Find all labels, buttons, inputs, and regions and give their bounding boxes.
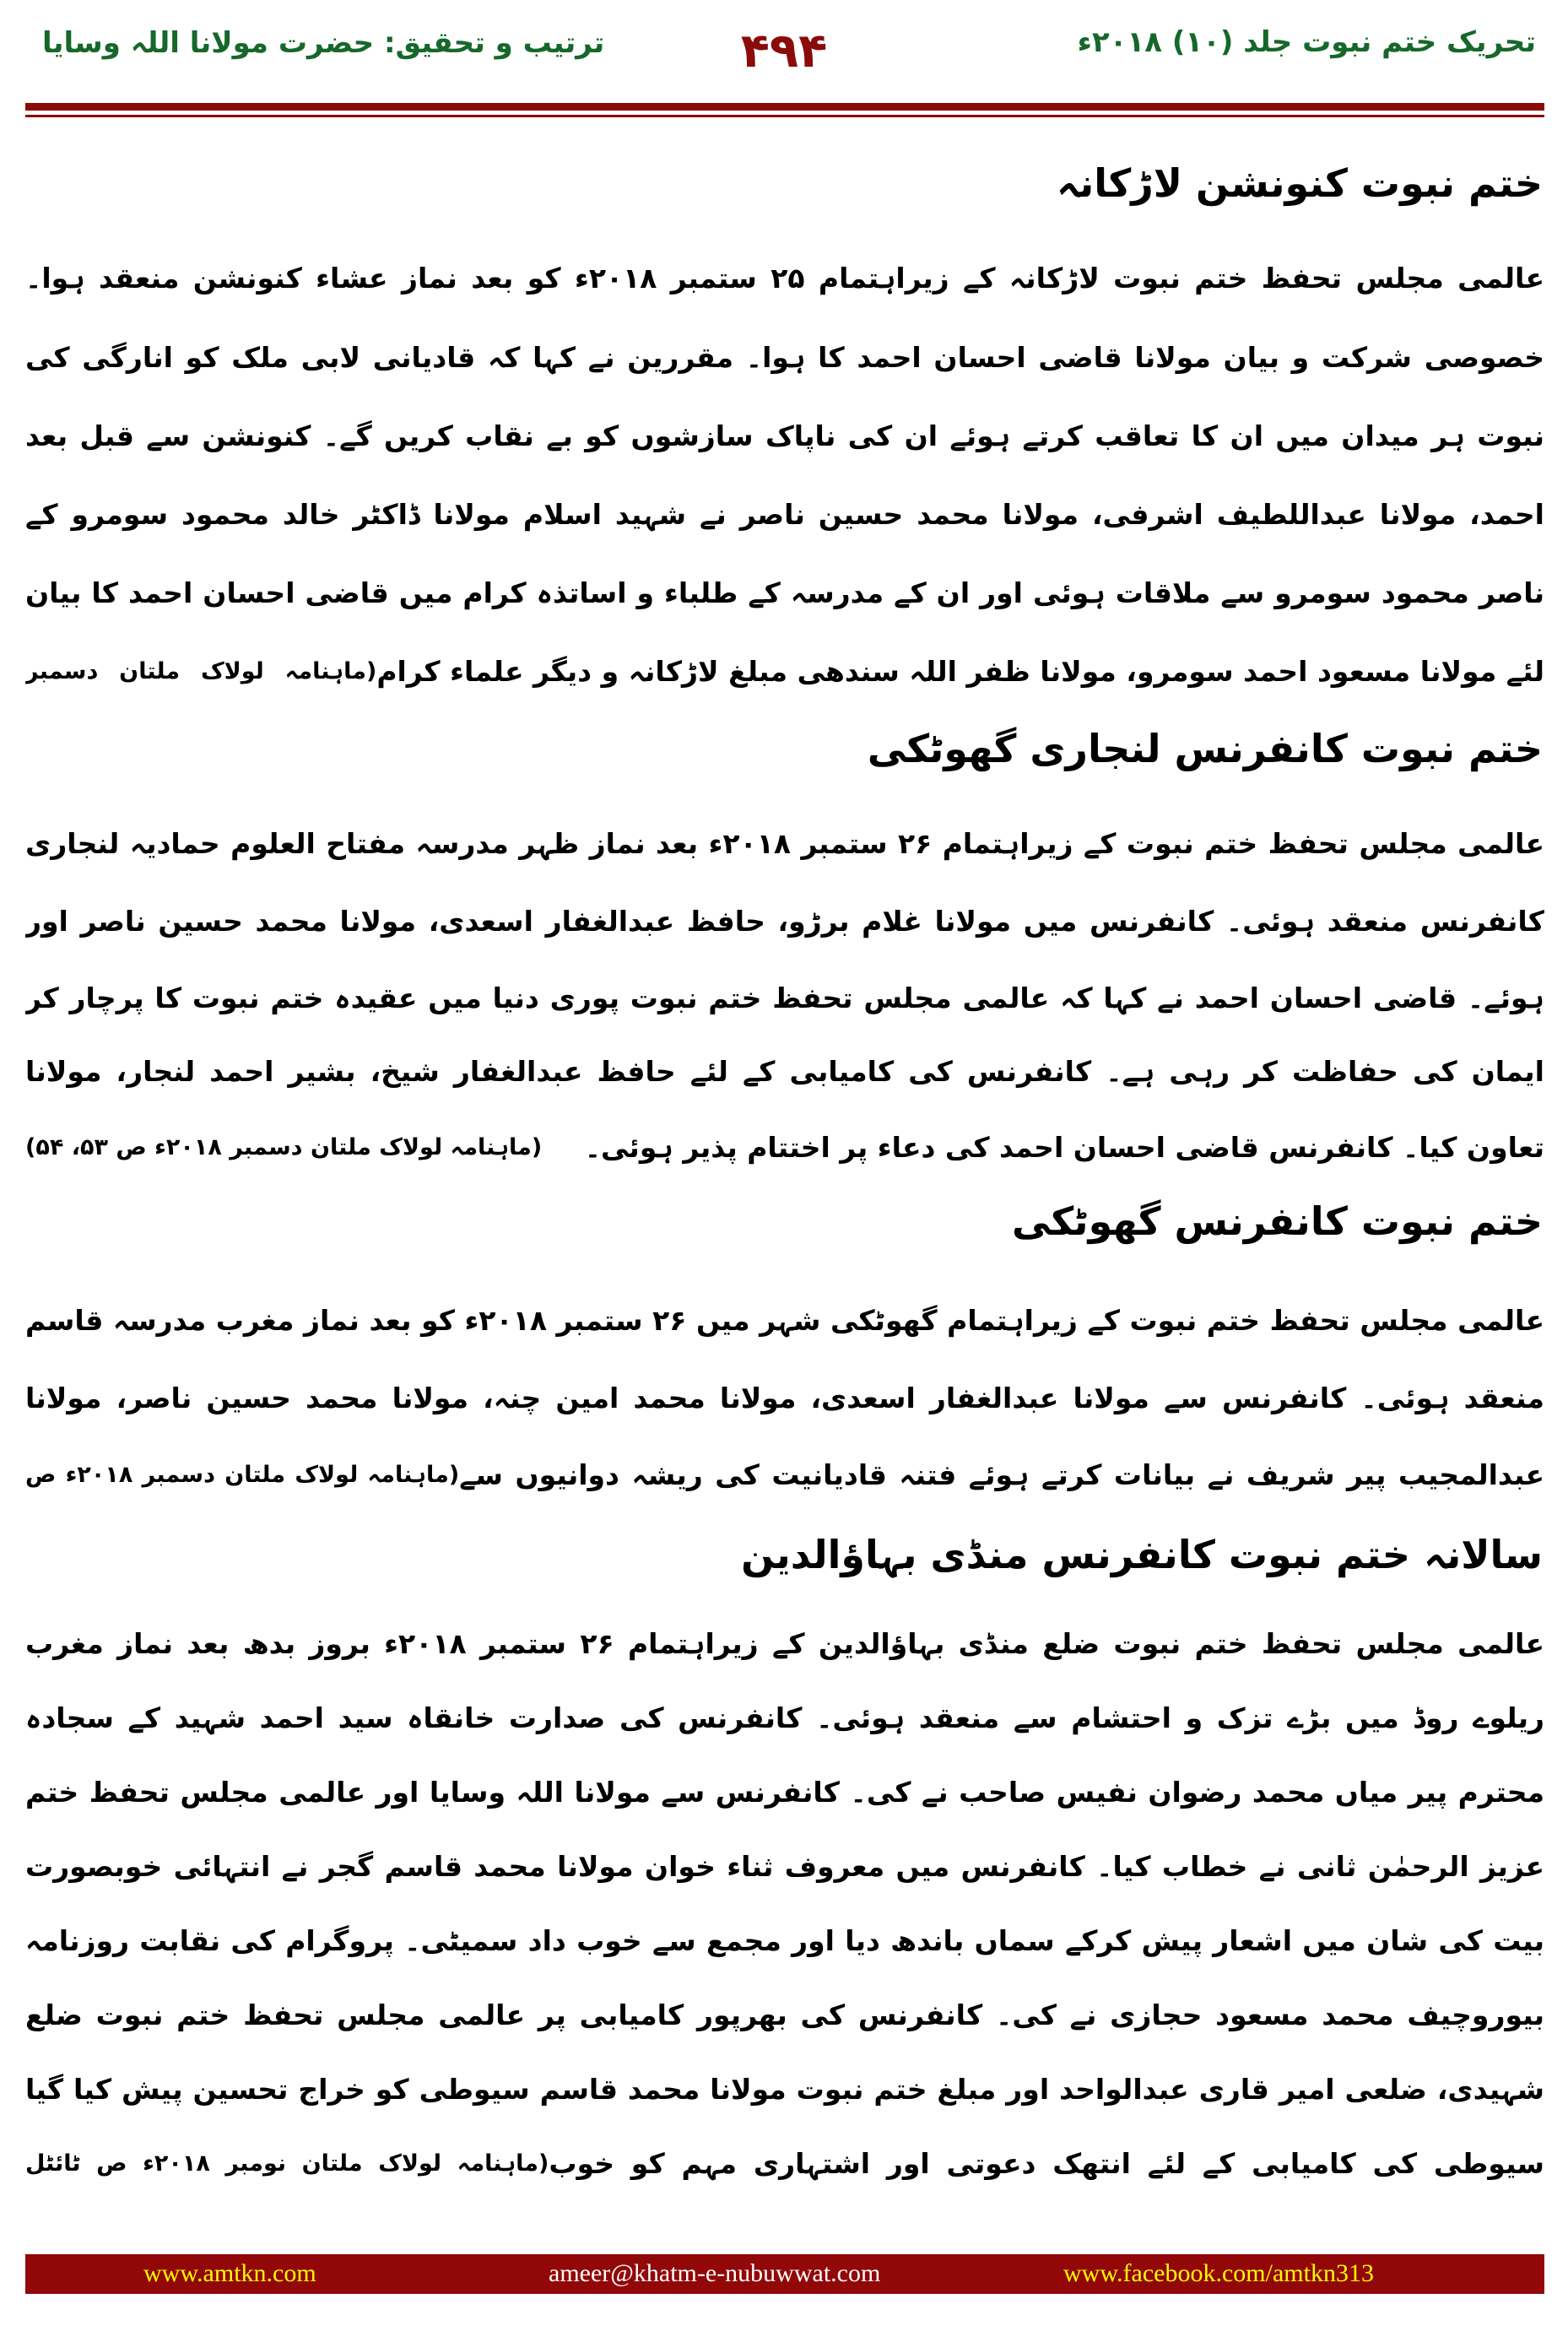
paragraph-line: کانفرنس منعقد ہوئی۔ کانفرنس میں مولانا غلام برڑو، حافظ عبدالغفار اسعدی، مولانا محمد حسین ناصر اور <box>25 905 1544 938</box>
paragraph-line: عالمی مجلس تحفظ ختم نبوت ضلع منڈی بہاؤالدین کے زیراہتمام ۲۶ ستمبر ۲۰۱۸ء بروز بدھ بعد نماز مغرب <box>25 1627 1544 1660</box>
source-citation: (ماہنامہ لولاک ملتان نومبر ۲۰۱۸ء ص ٹائٹل <box>25 2150 549 2177</box>
paragraph-line: ریلوے روڈ میں بڑے تزک و احتشام سے منعقد ہوئی۔ کانفرنس کی صدارت خانقاہ سید احمد شہید کے سجادہ <box>25 1701 1544 1734</box>
source-citation: (ماہنامہ لولاک ملتان دسمبر ۲۰۱۸ء ص <box>25 1462 460 1488</box>
paragraph-line: ہوئے۔ قاضی احسان احمد نے کہا کہ عالمی مجلس تحفظ ختم نبوت پوری دنیا میں عقیدہ ختم نبوت کا پرچار کر <box>25 982 1544 1014</box>
section-heading: سالانہ ختم نبوت کانفرنس منڈی بہاؤالدین <box>741 1532 1543 1577</box>
paragraph-line: بیت کی شان میں اشعار پیش کرکے سماں باندھ دیا اور مجمع سے خوب داد سمیٹی۔ پروگرام کی نقابت روزنامہ <box>25 1924 1544 1957</box>
paragraph-line: عالمی مجلس تحفظ ختم نبوت کے زیراہتمام ۲۶ ستمبر ۲۰۱۸ء بعد نماز ظہر مدرسہ مفتاح العلوم حمادیہ لنجاری <box>25 827 1544 860</box>
header-rule-thick <box>25 103 1544 111</box>
paragraph-line: محترم پیر میاں محمد رضوان نفیس صاحب نے کی۔ کانفرنس سے مولانا اللہ وسایا اور عالمی مجلس تحفظ ختم <box>25 1776 1544 1809</box>
paragraph-line: عبدالمجیب پیر شریف نے بیانات کرتے ہوئے فتنہ قادیانیت کی ریشہ دوانیوں سے <box>459 1458 1544 1491</box>
paragraph-line: عزیز الرحمٰن ثانی نے خطاب کیا۔ کانفرنس میں معروف ثناء خوان مولانا محمد قاسم گجر نے انتہائی خوبصورت <box>25 1850 1544 1883</box>
paragraph-line: عالمی مجلس تحفظ ختم نبوت لاڑکانہ کے زیراہتمام ۲۵ ستمبر ۲۰۱۸ء کو بعد نماز عشاء کنونشن منعقد ہوا۔ <box>25 262 1544 295</box>
source-citation: (ماہنامہ لولاک ملتان دسمبر ۲۰۱۸ء ص ۵۳، ۵۴) <box>25 1134 543 1160</box>
section-heading: ختم نبوت کانفرنس لنجاری گھوٹکی <box>867 726 1543 771</box>
footer-facebook-link[interactable]: www.facebook.com/amtkn313 <box>1063 2259 1374 2287</box>
source-citation: (ماہنامہ لولاک ملتان دسمبر <box>25 658 377 684</box>
paragraph-line: شہیدی، ضلعی امیر قاری عبدالواحد اور مبلغ ختم نبوت مولانا محمد قاسم سیوطی کو خراج تحسین پیش کیا گیا <box>25 2073 1544 2106</box>
section-heading: ختم نبوت کانفرنس گھوٹکی <box>1012 1198 1543 1244</box>
paragraph-last-line <box>25 1122 1544 1173</box>
paragraph-line: بیوروچیف محمد مسعود حجازی نے کی۔ کانفرنس کی بھرپور کامیابی پر عالمی مجلس تحفظ ختم نبوت ضلع <box>25 1999 1544 2031</box>
paragraph-line: عالمی مجلس تحفظ ختم نبوت کے زیراہتمام گھوٹکی شہر میں ۲۶ ستمبر ۲۰۱۸ء کو بعد نماز مغرب مدرسہ قاسم <box>25 1304 1544 1337</box>
paragraph-last-line <box>25 1450 1544 1501</box>
paragraph-line: ایمان کی حفاظت کر رہی ہے۔ کانفرنس کی کامیابی کے لئے حافظ عبدالغفار شیخ، بشیر احمد لنجار، مولانا <box>25 1055 1544 1088</box>
running-header-author: ترتیب و تحقیق: حضرت مولانا اللہ وسایا <box>42 26 605 60</box>
paragraph-line: ناصر محمود سومرو سے ملاقات ہوئی اور ان کے مدرسہ کے طلباء و اساتذہ کرام میں قاضی احسان احمد کا بیان <box>25 576 1544 609</box>
paragraph-line: تعاون کیا۔ کانفرنس قاضی احسان احمد کی دعاء پر اختتام پذیر ہوئی۔ <box>584 1131 1544 1164</box>
footer-email-link[interactable]: ameer@khatm-e-nubuwwat.com <box>549 2259 881 2287</box>
footer-bar <box>25 2254 1544 2294</box>
page-number: ۴۹۴ <box>740 24 828 78</box>
paragraph-line: سیوطی کی کامیابی کے لئے انتھک دعوتی اور اشتہاری مہم کو خوب <box>549 2147 1544 2180</box>
paragraph-line: نبوت ہر میدان میں ان کا تعاقب کرتے ہوئے ان کی ناپاک سازشوں کو بے نقاب کریں گے۔ کنونشن سے قبل بعد <box>25 419 1544 452</box>
running-header-title: تحریک ختم نبوت جلد (۱۰) ۲۰۱۸ء <box>1077 25 1536 59</box>
paragraph-line: منعقد ہوئی۔ کانفرنس سے مولانا عبدالغفار اسعدی، مولانا محمد امین چنہ، مولانا محمد حسین ناصر، مولانا <box>25 1382 1544 1414</box>
header-rule-thin <box>25 115 1544 117</box>
paragraph-last-line <box>25 2139 1544 2189</box>
paragraph-line: احمد، مولانا عبداللطیف اشرفی، مولانا محمد حسین ناصر نے شہید اسلام مولانا ڈاکٹر خالد محمود سومرو کے <box>25 498 1544 531</box>
paragraph-line: خصوصی شرکت و بیان مولانا قاضی احسان احمد کا ہوا۔ مقررین نے کہا کہ قادیانی لابی ملک کو انارگی کی <box>25 341 1544 374</box>
paragraph-last-line <box>25 646 1544 697</box>
paragraph-line: لئے مولانا مسعود احمد سومرو، مولانا ظفر اللہ سندھی مبلغ لاڑکانہ و دیگر علماء کرام <box>376 655 1544 688</box>
section-heading: ختم نبوت کنونشن لاڑکانہ <box>1057 160 1543 206</box>
footer-website-link[interactable]: www.amtkn.com <box>143 2259 316 2287</box>
